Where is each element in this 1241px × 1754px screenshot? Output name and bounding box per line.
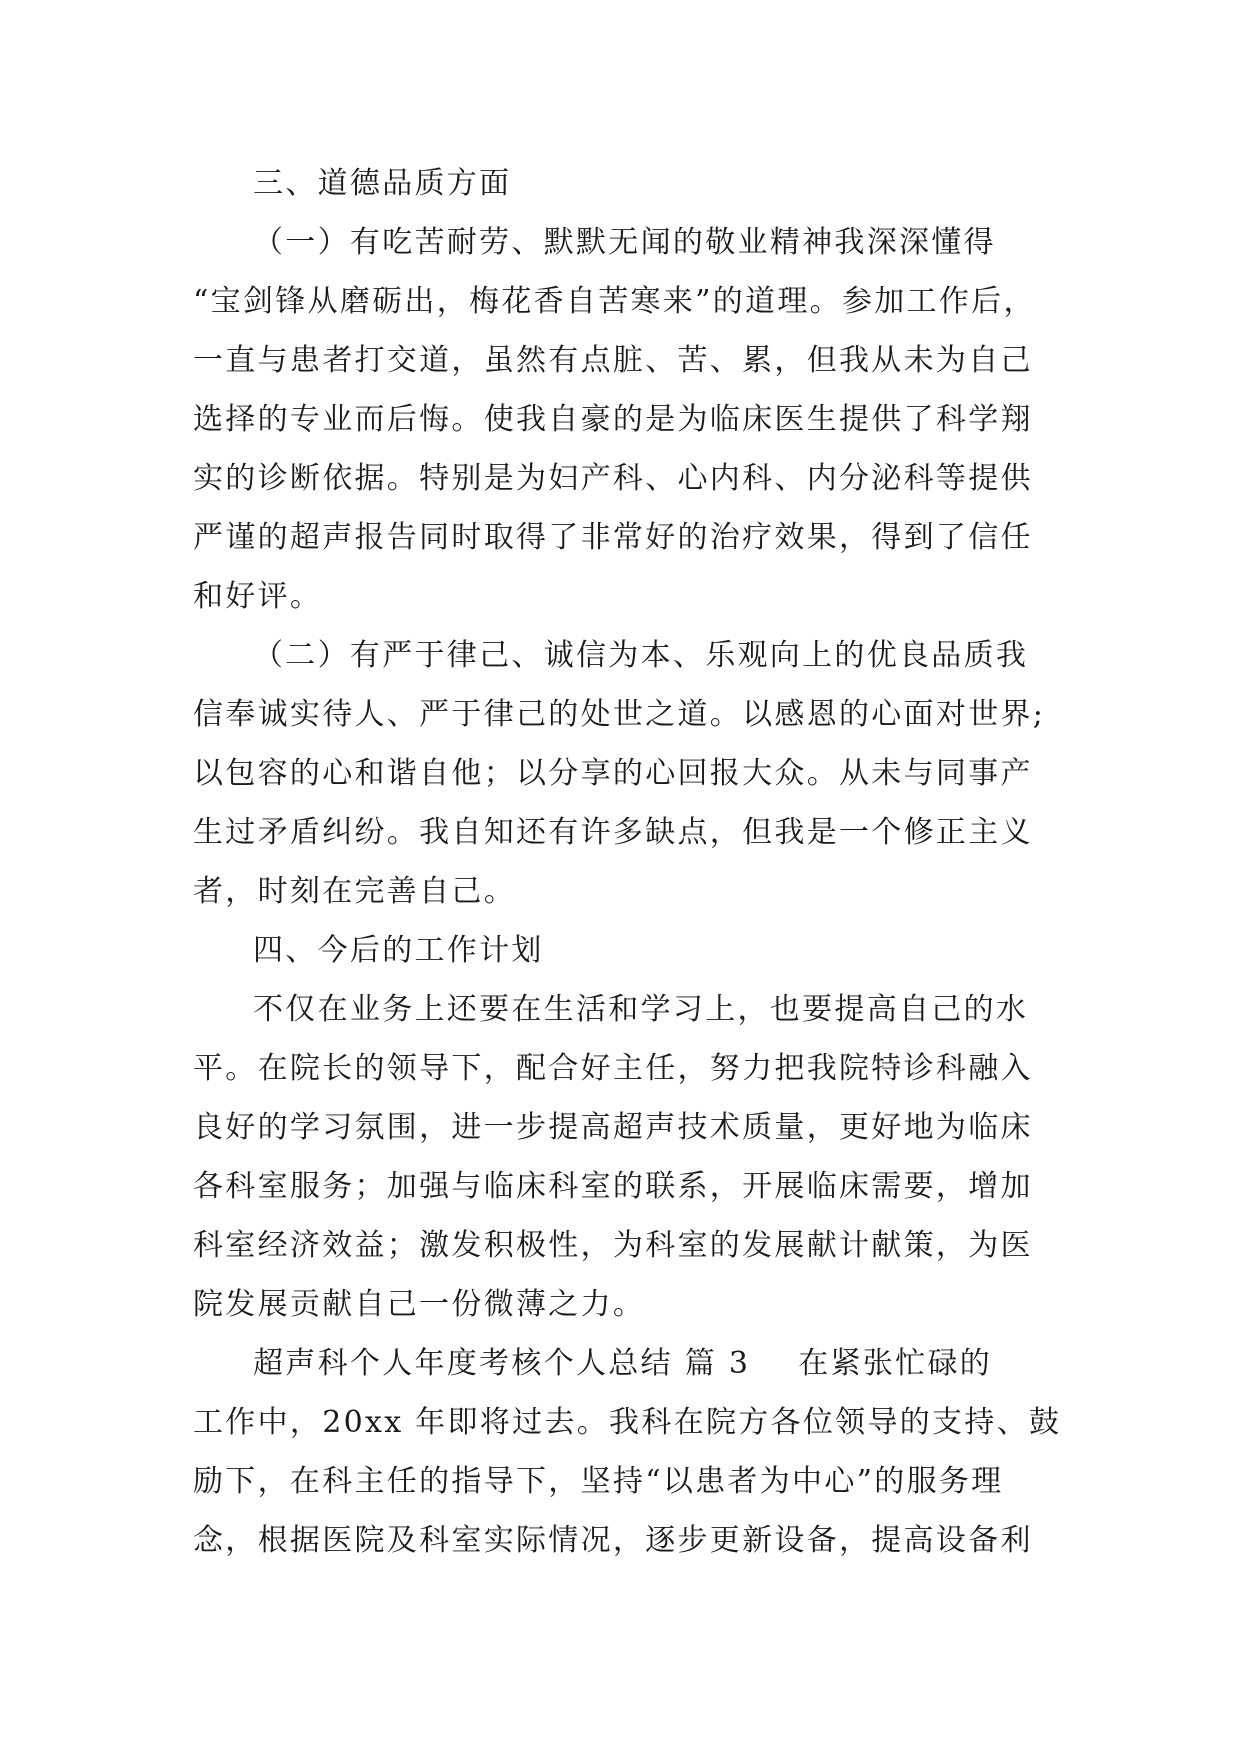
article-3-title: 超声科个人年度考核个人总结 篇 3 — [253, 1346, 751, 1381]
section-heading-work-plan — [193, 921, 1059, 980]
section-heading-moral-quality — [193, 154, 1059, 213]
text-line: 院发展贡献自己一份微薄之力。 — [193, 1287, 646, 1322]
paragraph-dedication — [193, 213, 1059, 626]
text-line: 良好的学习氛围，进一步提高超声技术质量，更好地为临床 — [193, 1110, 1033, 1145]
text-line: 科室经济效益；激发积极性，为科室的发展献计献策，为医 — [193, 1228, 1033, 1263]
text-line: 念，根据医院及科室实际情况，逐步更新设备，提高设备利 — [193, 1523, 1033, 1558]
article-3-lead: 在紧张忙碌的 — [798, 1346, 993, 1381]
article-3-title-line — [193, 1334, 1059, 1393]
text-line: 和好评。 — [193, 579, 323, 614]
text-line: 不仅在业务上还要在生活和学习上，也要提高自己的水 — [253, 992, 1029, 1027]
text-line: 工作中，20xx 年即将过去。我科在院方各位领导的支持、鼓 — [193, 1405, 1062, 1440]
text-line: 严谨的超声报告同时取得了非常好的治疗效果，得到了信任 — [193, 520, 1033, 555]
text-line: 选择的专业而后悔。使我自豪的是为临床医生提供了科学翔 — [193, 402, 1033, 437]
text-line: 实的诊断依据。特别是为妇产科、心内科、内分泌科等提供 — [193, 461, 1033, 496]
text-line: 四、今后的工作计划 — [253, 933, 544, 968]
text-line: 一直与患者打交道，虽然有点脏、苦、累，但我从未为自己 — [193, 343, 1033, 378]
paragraph-article-3 — [193, 1334, 1062, 1570]
text-line: 信奉诚实待人、严于律己的处世之道。以感恩的心面对世界; — [193, 697, 1046, 732]
text-line: 以包容的心和谐自他；以分享的心回报大众。从未与同事产 — [193, 756, 1033, 791]
document-body — [193, 154, 1062, 1570]
text-line: 三、道德品质方面 — [253, 166, 512, 201]
text-line: （二）有严于律己、诚信为本、乐观向上的优良品质我 — [253, 638, 1029, 673]
text-line: 励下，在科主任的指导下，坚持“以患者为中心”的服务理 — [193, 1464, 1004, 1499]
paragraph-future-plan — [193, 980, 1059, 1334]
text-line: 者，时刻在完善自己。 — [193, 874, 516, 909]
text-line: （一）有吃苦耐劳、默默无闻的敬业精神我深深懂得 — [253, 225, 996, 260]
text-line: 各科室服务；加强与临床科室的联系，开展临床需要，增加 — [193, 1169, 1033, 1204]
text-line: 平。在院长的领导下，配合好主任，努力把我院特诊科融入 — [193, 1051, 1033, 1086]
paragraph-integrity — [193, 626, 1059, 921]
text-line: “宝剑锋从磨砺出，梅花香自苦寒来”的道理。参加工作后， — [193, 284, 1036, 319]
text-line: 生过矛盾纠纷。我自知还有许多缺点，但我是一个修正主义 — [193, 815, 1033, 850]
